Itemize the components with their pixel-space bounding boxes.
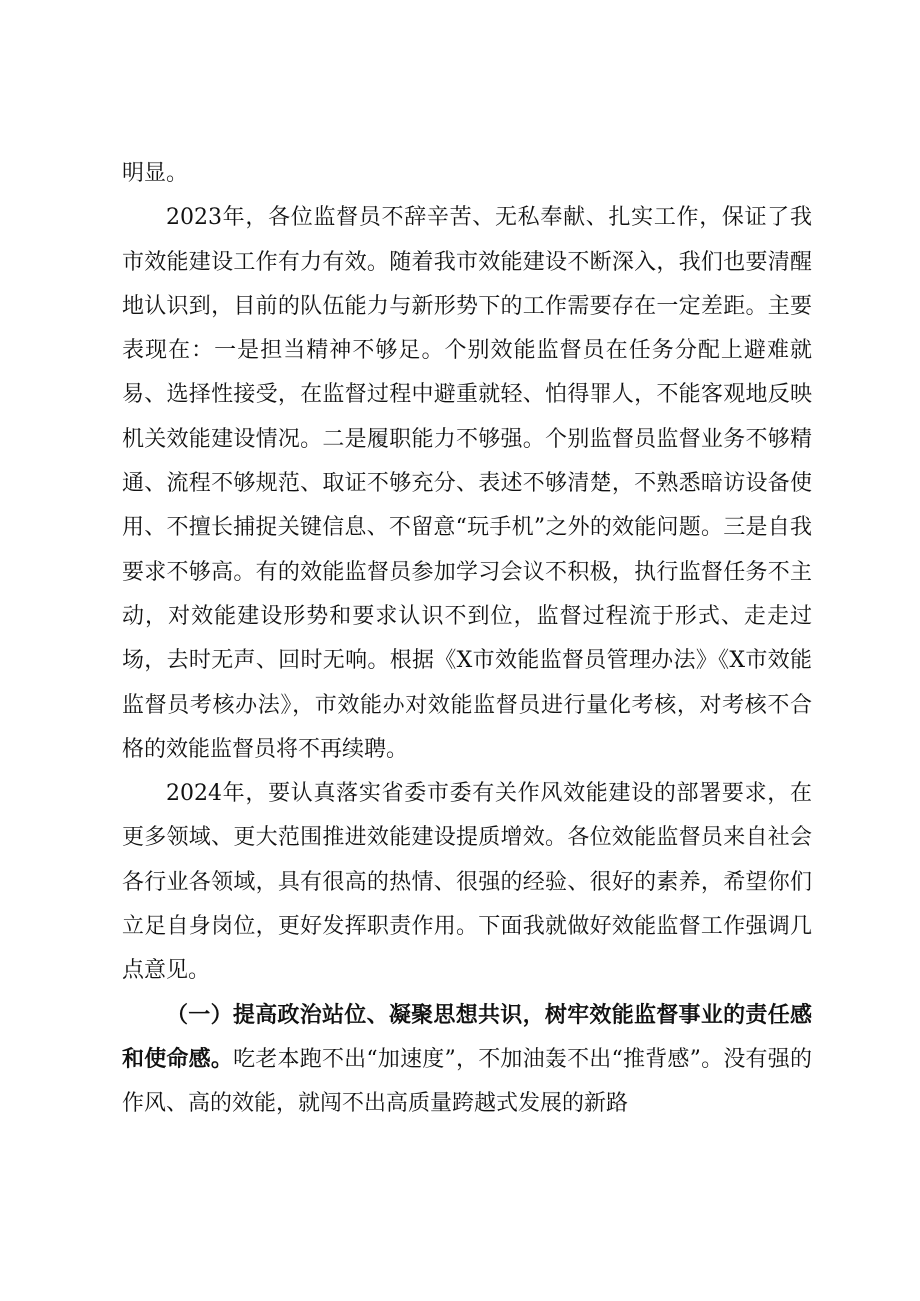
section-body-text: 吃老本跑不出“加速度”，不加油轰不出“推背感”。没有强的作风、高的效能，就闯不出高质量跨越式发展的新路: [122, 1046, 812, 1117]
document-body: [122, 152, 812, 1127]
paragraph-2024-plan: 2024年，要认真落实省委市委有关作风效能建设的部署要求，在更多领域、更大范围推进效能建设提质增效。各位效能监督员来自社会各行业各领域，具有很高的热情、很强的经验、很好的素养，希望你们立足自身岗位，更好发挥职责作用。下面我就做好效能监督工作强调几点意见。: [122, 781, 812, 984]
section-heading: （一）提高政治站位、凝聚思想共识，树牢效能监督事业的责任感和使命感。: [122, 1002, 812, 1072]
paragraph-2023-summary: 2023年，各位监督员不辞辛苦、无私奉献、扎实工作，保证了我市效能建设工作有力有效。随着我市效能建设不断深入，我们也要清醒地认识到，目前的队伍能力与新形势下的工作需要存在一定差距。主要表现在：一是担当精神不够足。个别效能监督员在任务分配上避难就易、选择性接受，在监督过程中避重就轻、怕得罪人，不能客观地反映机关效能建设情况。二是履职能力不够强。个别监督员监督业务不够精通、流程不够规范、取证不够充分、表述不够清楚，不熟悉暗访设备使用、不擅长捕捉关键信息、不留意“玩手机”之外的效能问题。三是自我要求不够高。有的效能监督员参加学习会议不积极，执行监督任务不主动，对效能建设形势和要求认识不到位，监督过程流于形式、走走过场，去时无声、回时无响。根据《X市效能监督员管理办法》《X市效能监督员考核办法》，市效能办对效能监督员进行量化考核，对考核不合格的效能监督员将不再续聘。: [122, 205, 812, 762]
paragraph-continuation: 明显。: [122, 161, 189, 186]
paragraph-section-one: [122, 994, 812, 1127]
